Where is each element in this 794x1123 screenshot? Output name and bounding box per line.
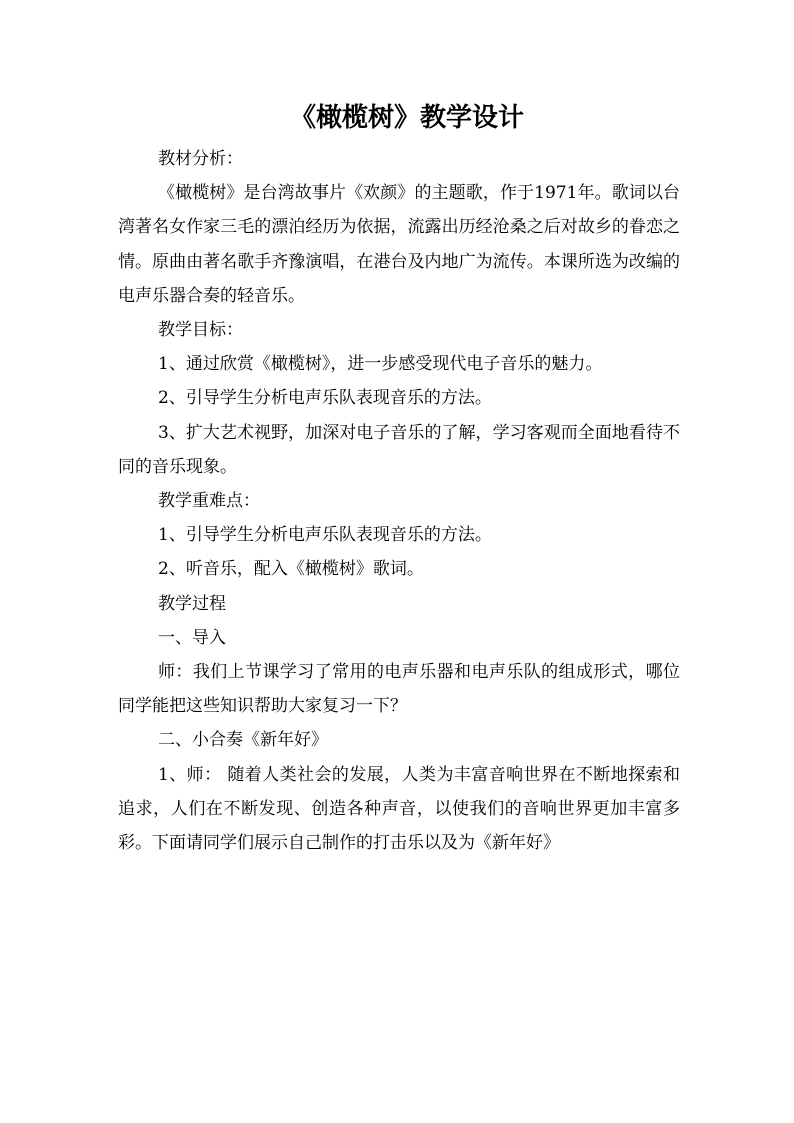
- document-body: [118, 142, 680, 860]
- document-title: 《橄榄树》教学设计: [290, 103, 525, 133]
- section-heading-key-points: 教学重难点：: [158, 491, 260, 512]
- teaching-goal-2: 2、引导学生分析电声乐队表现音乐的方法。: [158, 388, 492, 409]
- section-heading-textbook-analysis: 教材分析：: [158, 149, 243, 169]
- subheading-small-ensemble: 二、小合奏《新年好》: [158, 730, 328, 751]
- paragraph-small-ensemble: 1、师： 随着人类社会的发展，人类为丰富音响世界在不断地探索和追求，人们在不断发现、创造各种声音，以使我们的音响世界更加丰富多彩。下面请同学们展示自己制作的打击乐以及为《新年好》: [118, 764, 680, 854]
- key-point-2: 2、听音乐，配入《橄榄树》歌词。: [158, 559, 424, 580]
- paragraph-textbook-analysis: 《橄榄树》是台湾故事片《欢颜》的主题歌，作于1971年。歌词以台湾著名女作家三毛的漂泊经历为依据，流露出历经沧桑之后对故乡的眷恋之情。原曲由著名歌手齐豫演唱，在港台及内地广为流传。本课所选为改编的电声乐器合奏的轻音乐。: [118, 183, 680, 306]
- paragraph-introduction: 师：我们上节课学习了常用的电声乐器和电声乐队的组成形式，哪位同学能把这些知识帮助大家复习一下？: [118, 662, 680, 717]
- subheading-introduction: 一、导入: [158, 627, 226, 648]
- key-point-1: 1、引导学生分析电声乐队表现音乐的方法。: [158, 525, 492, 546]
- teaching-goal-1: 1、通过欣赏《橄榄树》，进一步感受现代电子音乐的魅力。: [158, 354, 603, 375]
- section-heading-teaching-goals: 教学目标：: [158, 320, 243, 341]
- teaching-goal-3: 3、扩大艺术视野，加深对电子音乐的了解，学习客观而全面地看待不同的音乐现象。: [118, 422, 680, 477]
- section-heading-teaching-process: 教学过程: [158, 593, 226, 614]
